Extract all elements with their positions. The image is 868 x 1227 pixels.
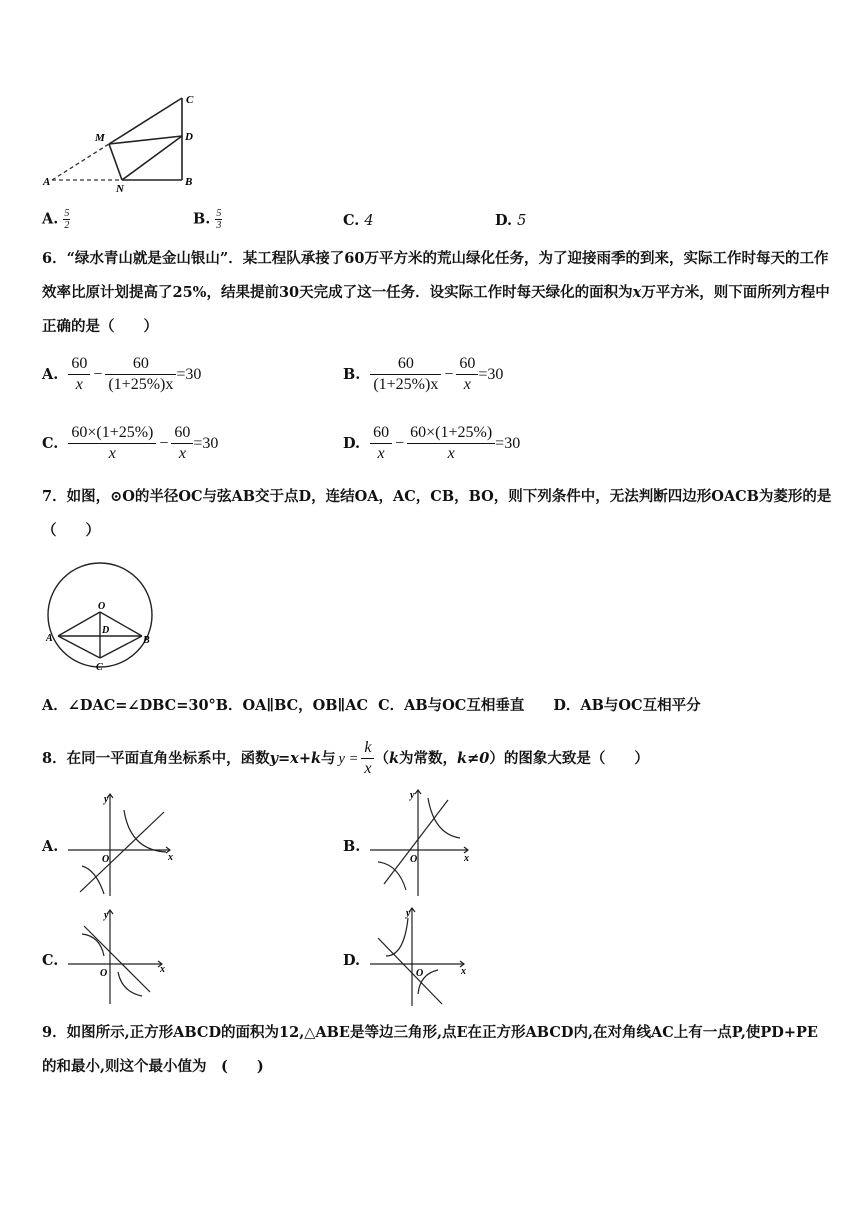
question-7-text: 7．如图，⊙O的半径OC与弦AB交于点D，连结OA，AC，CB，BO，则下列条件中，无法判断四边形OACB为菱形的是（ ） bbox=[42, 488, 832, 539]
svg-text:y: y bbox=[104, 794, 109, 805]
q5-option-c[interactable]: C. 4 bbox=[343, 212, 374, 229]
q8-graph-b[interactable] bbox=[368, 786, 478, 898]
q7-circle-figure bbox=[40, 560, 160, 678]
question-6-text: 6．“绿水青山就是金山银山”．某工程队承接了60万平方米的荒山绿化任务，为了迎接雨季的到来，实际工作时每天的工作效率比原计划提高了25%，结果提前30天完成了这一任务．设实际工作时每天绿化的面积为x万平方米，则下面所列方程中正确的是（ ） bbox=[42, 250, 830, 335]
svg-text:x: x bbox=[461, 966, 466, 977]
q7-label-b: B bbox=[143, 635, 150, 646]
q8-graph-c[interactable] bbox=[66, 906, 170, 1006]
q5-option-b-fraction: $\frac{5}{3}$ bbox=[216, 208, 222, 231]
q7-label-o: O bbox=[98, 601, 106, 612]
q5-label-b: B bbox=[185, 176, 193, 188]
svg-text:O: O bbox=[410, 854, 418, 865]
q5-geometry-figure bbox=[40, 88, 200, 196]
q8-option-a-label[interactable]: A. bbox=[42, 838, 59, 855]
question-9-text: 9．如图所示,正方形ABCD的面积为12,△ABE是等边三角形,点E在正方形ABCD内,在对角线AC上有一点P,使PD+PE的和最小,则这个最小值为 ( ) bbox=[42, 1024, 818, 1075]
svg-text:O: O bbox=[416, 968, 424, 979]
q5-label-c: C bbox=[186, 94, 194, 106]
svg-text:O: O bbox=[102, 854, 110, 865]
q6-option-b[interactable]: B. $\frac{60}{(1+25\%)x}$ − $\frac{60}{x}$ =30 bbox=[343, 355, 504, 393]
q8-option-d-label[interactable]: D. bbox=[343, 952, 361, 969]
q8-graph-d[interactable] bbox=[368, 904, 472, 1008]
svg-text:x: x bbox=[168, 852, 173, 863]
svg-text:y: y bbox=[104, 910, 109, 921]
svg-text:x: x bbox=[464, 853, 469, 864]
q5-label-n: N bbox=[116, 183, 124, 195]
q5-option-d[interactable]: D. 5 bbox=[495, 212, 527, 229]
q5-option-a[interactable]: A. $\frac{5}{2}$ bbox=[42, 208, 70, 231]
question-8-text: 8．在同一平面直角坐标系中，函数 y=x+k 与 y = $\frac{k}{x}$ （ k 为常数， k≠0 ）的图象大致是（ ） bbox=[42, 739, 649, 777]
svg-text:O: O bbox=[100, 968, 108, 979]
q5-option-b[interactable]: B. $\frac{5}{3}$ bbox=[193, 208, 222, 231]
q7-label-d: D bbox=[102, 625, 110, 636]
q6-option-d[interactable]: D. $\frac{60}{x}$ − $\frac{60\times(1+25\%)}{x}$ =30 bbox=[343, 424, 521, 462]
q6-option-c[interactable]: C. $\frac{60\times(1+25\%)}{x}$ − $\frac{60}{x}$ =30 bbox=[42, 424, 219, 462]
q5-label-m: M bbox=[95, 132, 105, 144]
svg-text:y: y bbox=[406, 908, 411, 919]
svg-text:x: x bbox=[160, 964, 165, 975]
q8-option-b-label[interactable]: B. bbox=[343, 838, 361, 855]
q6-option-a[interactable]: A. $\frac{60}{x}$ − $\frac{60}{(1+25\%)x}$ =30 bbox=[42, 355, 202, 393]
q5-label-d: D bbox=[185, 131, 193, 143]
q7-options-line[interactable]: A．∠DAC=∠DBC=30°B．OA∥BC，OB∥AC C．AB与OC互相垂直 D．AB与OC互相平分 bbox=[42, 697, 701, 714]
q8-option-c-label[interactable]: C. bbox=[42, 952, 59, 969]
q7-label-a: A bbox=[46, 633, 53, 644]
q8-graph-a[interactable] bbox=[66, 790, 178, 898]
svg-text:y: y bbox=[410, 790, 415, 801]
q5-option-a-fraction: $\frac{5}{2}$ bbox=[64, 208, 70, 231]
q7-label-c: C bbox=[96, 662, 103, 673]
q5-label-a: A bbox=[43, 176, 51, 188]
